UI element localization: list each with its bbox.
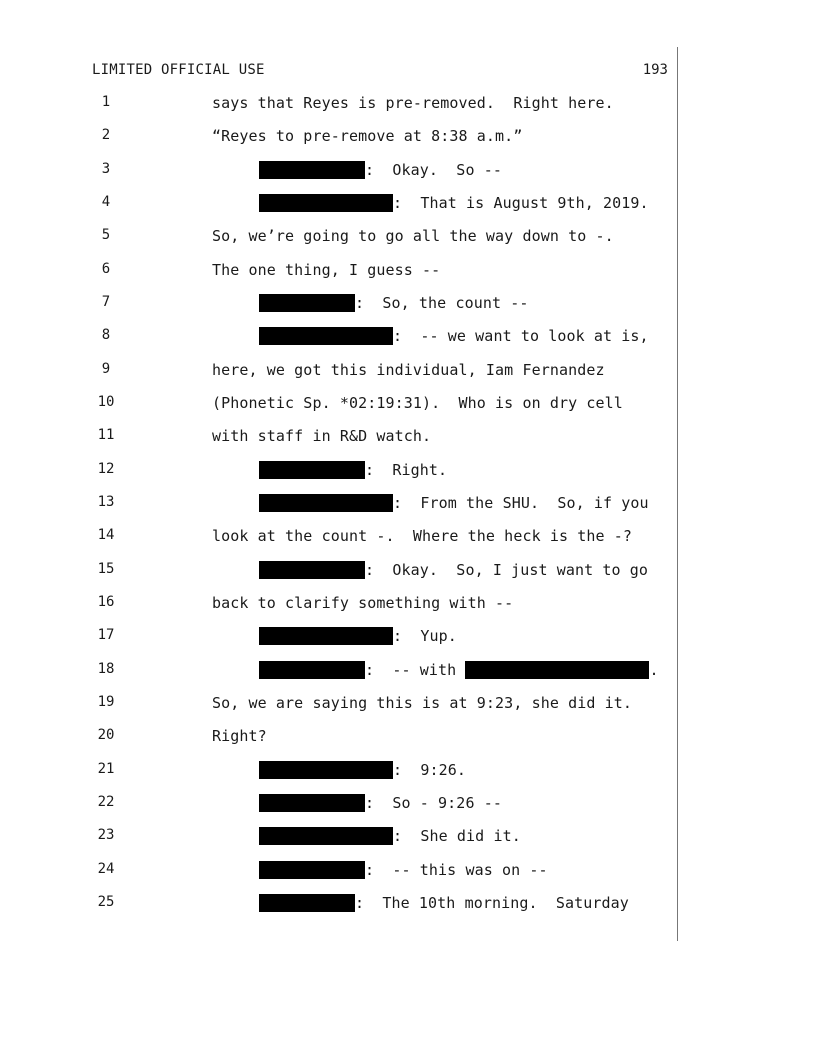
transcript-line-9 [0, 361, 680, 381]
line-number: 8 [101, 327, 111, 343]
line-text: The one thing, I guess -- [212, 261, 441, 279]
redacted-speaker-name [259, 161, 365, 179]
transcript-line-11 [0, 427, 680, 447]
line-number: 17 [97, 627, 115, 643]
line-number: 1 [101, 94, 111, 110]
transcript-line-20 [0, 727, 680, 747]
transcript-line-18 [0, 661, 680, 681]
line-number: 13 [97, 494, 115, 510]
line-text: : -- with [365, 661, 466, 679]
line-number: 2 [101, 127, 111, 143]
redacted-speaker-name [259, 194, 393, 212]
line-number: 5 [101, 227, 111, 243]
line-text: says that Reyes is pre-removed. Right here. [212, 94, 614, 112]
line-text: : From the SHU. So, if you [393, 494, 649, 512]
transcript-line-4 [0, 194, 680, 214]
line-text: (Phonetic Sp. *02:19:31). Who is on dry cell [212, 394, 623, 412]
redacted-speaker-name [259, 461, 365, 479]
redacted-speaker-name [259, 294, 355, 312]
redacted-speaker-name [259, 761, 393, 779]
transcript-line-17 [0, 627, 680, 647]
line-text: Right? [212, 727, 267, 745]
line-text: : That is August 9th, 2019. [393, 194, 649, 212]
line-text: : The 10th morning. Saturday [355, 894, 629, 912]
line-text: So, we are saying this is at 9:23, she did it. [212, 694, 633, 712]
line-text: “Reyes to pre-remove at 8:38 a.m.” [212, 127, 523, 145]
line-number: 21 [97, 761, 115, 777]
transcript-line-5 [0, 227, 680, 247]
page-number: 193 [642, 62, 668, 78]
line-number: 6 [101, 261, 111, 277]
line-number: 11 [97, 427, 115, 443]
line-text: : So, the count -- [355, 294, 529, 312]
redacted-speaker-name [259, 327, 393, 345]
transcript-line-12 [0, 461, 680, 481]
line-text: : So - 9:26 -- [365, 794, 502, 812]
transcript-line-8 [0, 327, 680, 347]
line-text: : Okay. So -- [365, 161, 502, 179]
line-number: 18 [97, 661, 115, 677]
line-text: : -- we want to look at is, [393, 327, 649, 345]
transcript-line-22 [0, 794, 680, 814]
line-number: 12 [97, 461, 115, 477]
redacted-speaker-name [259, 827, 393, 845]
transcript-line-21 [0, 761, 680, 781]
transcript-line-15 [0, 561, 680, 581]
transcript-line-23 [0, 827, 680, 847]
line-number: 25 [97, 894, 115, 910]
line-number: 16 [97, 594, 115, 610]
line-text: : She did it. [393, 827, 521, 845]
line-text: : -- this was on -- [365, 861, 548, 879]
line-text: So, we’re going to go all the way down to -. [212, 227, 614, 245]
line-number: 23 [97, 827, 115, 843]
line-number: 9 [101, 361, 111, 377]
transcript-line-14 [0, 527, 680, 547]
line-text: : Right. [365, 461, 448, 479]
line-number: 20 [97, 727, 115, 743]
line-number: 3 [101, 161, 111, 177]
line-number: 22 [97, 794, 115, 810]
transcript-line-24 [0, 861, 680, 881]
redacted-speaker-name [259, 627, 393, 645]
line-text: here, we got this individual, Iam Fernandez [212, 361, 605, 379]
transcript-line-1 [0, 94, 680, 114]
redacted-speaker-name [259, 794, 365, 812]
redacted-speaker-name [259, 661, 365, 679]
transcript-line-10 [0, 394, 680, 414]
transcript-line-3 [0, 161, 680, 181]
redacted-speaker-name [259, 494, 393, 512]
redacted-speaker-name [259, 894, 355, 912]
classification-header: LIMITED OFFICIAL USE [92, 62, 265, 78]
transcript-line-16 [0, 594, 680, 614]
line-number: 7 [101, 294, 111, 310]
line-number: 14 [97, 527, 115, 543]
redacted-name [465, 661, 649, 679]
line-text: back to clarify something with -- [212, 594, 514, 612]
line-text: look at the count -. Where the heck is the -? [212, 527, 633, 545]
line-number: 4 [101, 194, 111, 210]
transcript-line-13 [0, 494, 680, 514]
transcript-line-19 [0, 694, 680, 714]
line-text-tail: . [649, 661, 659, 679]
redacted-speaker-name [259, 561, 365, 579]
redacted-speaker-name [259, 861, 365, 879]
transcript-line-6 [0, 261, 680, 281]
line-text: : 9:26. [393, 761, 467, 779]
line-text: with staff in R&D watch. [212, 427, 432, 445]
line-number: 15 [97, 561, 115, 577]
line-text: : Yup. [393, 627, 457, 645]
line-number: 24 [97, 861, 115, 877]
transcript-line-7 [0, 294, 680, 314]
line-number: 10 [97, 394, 115, 410]
transcript-line-2 [0, 127, 680, 147]
line-text: : Okay. So, I just want to go [365, 561, 649, 579]
line-number: 19 [97, 694, 115, 710]
transcript-line-25 [0, 894, 680, 914]
